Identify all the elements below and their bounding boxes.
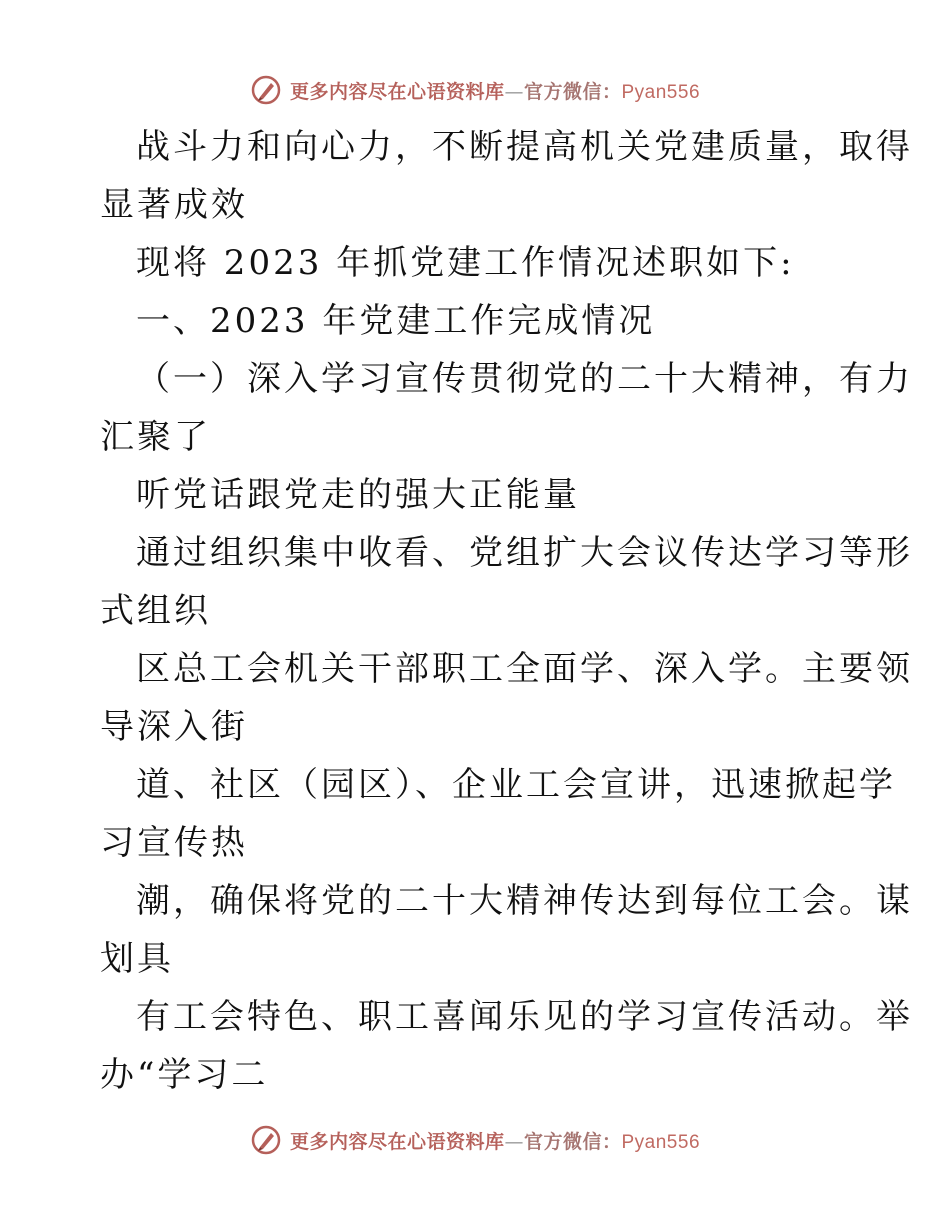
text-line: 显著成效	[100, 185, 248, 225]
watermark-id: Pyan556	[621, 81, 701, 103]
document-body	[100, 118, 913, 1104]
footer-watermark	[0, 1120, 950, 1160]
watermark-dash: —	[504, 1130, 524, 1153]
text-line: 办“学习二	[100, 1055, 269, 1095]
text-line: 导深入街	[100, 707, 248, 747]
text-line: 道、社区（园区）、企业工会宣讲，迅速掀起学	[136, 765, 896, 805]
watermark-main-text: 更多内容尽在心语资料库	[289, 1130, 505, 1153]
text-line: 有工会特色、职工喜闻乐见的学习宣传活动。举	[136, 997, 913, 1037]
pen-logo-icon	[250, 74, 282, 106]
subsection-heading: （一）深入学习宣传贯彻党的二十大精神，有力	[136, 359, 913, 399]
text-line: 区总工会机关干部职工全面学、深入学。主要领	[136, 649, 913, 689]
text-line: 听党话跟党走的强大正能量	[136, 475, 580, 515]
text-line: 潮，确保将党的二十大精神传达到每位工会。谋	[136, 881, 913, 921]
pen-logo-icon	[250, 1124, 282, 1156]
header-watermark	[0, 70, 950, 110]
text-line: 现将 2023 年抓党建工作情况述职如下:	[136, 243, 795, 283]
watermark-sub-text: 官方微信：	[523, 1130, 622, 1153]
text-line: 汇聚了	[100, 417, 211, 457]
watermark-dash: —	[504, 80, 524, 103]
text-line: 习宣传热	[100, 823, 248, 863]
text-line: 式组织	[100, 591, 211, 631]
watermark-main-text: 更多内容尽在心语资料库	[289, 80, 505, 103]
text-line: 通过组织集中收看、党组扩大会议传达学习等形	[136, 533, 913, 573]
watermark-sub-text: 官方微信：	[523, 80, 622, 103]
section-heading: 一、2023 年党建工作完成情况	[136, 301, 656, 341]
text-line: 划具	[100, 939, 174, 979]
text-line: 战斗力和向心力，不断提高机关党建质量，取得	[136, 127, 913, 167]
watermark-id: Pyan556	[621, 1131, 701, 1153]
